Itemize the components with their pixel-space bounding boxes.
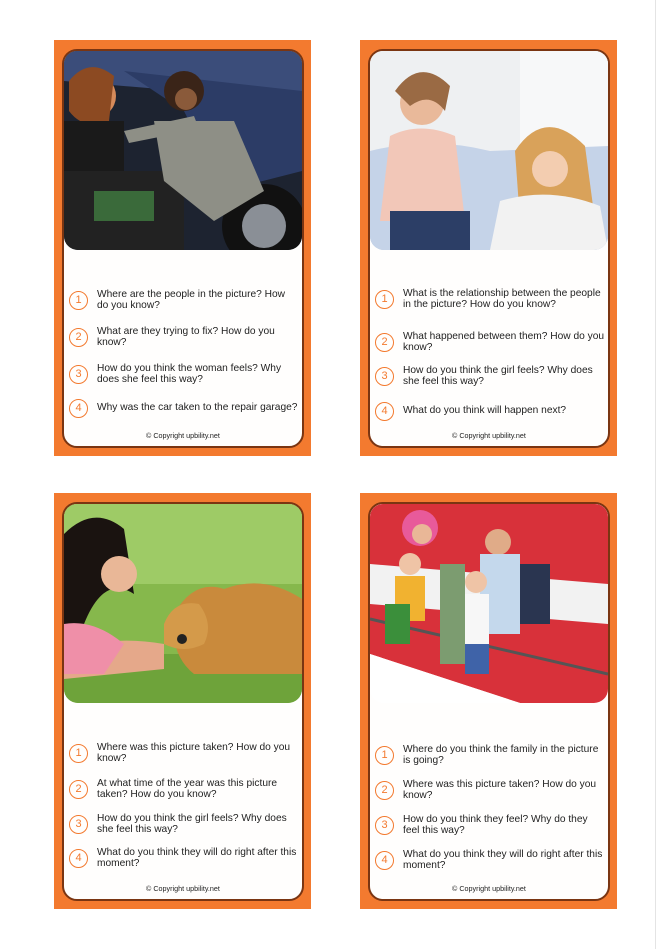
number-circle: 2 (375, 781, 394, 800)
question-1 (375, 745, 605, 766)
question-text: Where are the people in the picture? How do you know? (97, 289, 286, 311)
mother-and-sad-girl-on-couch-photo (370, 51, 608, 250)
family-boarding-airplane-photo (370, 504, 608, 703)
number-circle: 2 (375, 333, 394, 352)
card-inner-2 (368, 49, 610, 448)
copyright-text: © Copyright upbility.net (146, 431, 220, 440)
question-1 (375, 289, 605, 310)
question-text: What do you think they will do right after this moment? (403, 849, 603, 871)
number-circle: 4 (69, 849, 88, 868)
question-text: What do you think will happen next? (403, 405, 567, 417)
question-text: What happened between them? How do you know? (403, 331, 605, 353)
question-3 (375, 815, 605, 836)
number-circle: 3 (69, 815, 88, 834)
question-text: What are they trying to fix? How do you know? (97, 326, 275, 348)
number-circle: 1 (375, 746, 394, 765)
question-4 (69, 848, 299, 869)
question-text: Where was this picture taken? How do you know? (403, 779, 597, 801)
copyright-text: © Copyright upbility.net (452, 884, 526, 893)
number-circle: 1 (69, 291, 88, 310)
question-2 (69, 779, 299, 800)
copyright-text: © Copyright upbility.net (452, 431, 526, 440)
question-text: How do you think the girl feels? Why does she feel this way? (97, 813, 287, 835)
question-text: Where was this picture taken? How do you know? (97, 742, 291, 764)
card-inner-4 (368, 502, 610, 901)
number-circle: 2 (69, 328, 88, 347)
question-4 (375, 402, 605, 421)
question-text: Where do you think the family in the picture is going? (403, 744, 599, 766)
question-3 (69, 364, 299, 385)
number-circle: 3 (69, 365, 88, 384)
number-circle: 4 (375, 402, 394, 421)
number-circle: 2 (69, 780, 88, 799)
card-inner-3 (62, 502, 304, 901)
question-card-1 (54, 40, 311, 456)
question-text: At what time of the year was this picture taken? How do you know? (97, 778, 278, 800)
number-circle: 4 (375, 851, 394, 870)
question-text: How do you think the girl feels? Why does she feel this way? (403, 365, 593, 387)
question-3 (375, 366, 605, 387)
question-text: What is the relationship between the people in the picture? How do you know? (403, 288, 601, 310)
girl-and-dog-on-grass-photo (64, 504, 302, 703)
question-card-3 (54, 493, 311, 909)
question-2 (375, 780, 605, 801)
question-2 (69, 327, 299, 348)
number-circle: 1 (69, 744, 88, 763)
number-circle: 4 (69, 399, 88, 418)
copyright-text: © Copyright upbility.net (146, 884, 220, 893)
card-inner-1 (62, 49, 304, 448)
people-arguing-under-car-photo (64, 51, 302, 250)
number-circle: 3 (375, 816, 394, 835)
question-3 (69, 814, 299, 835)
question-text: How do you think the woman feels? Why does she feel this way? (97, 363, 282, 385)
question-card-4 (360, 493, 617, 909)
question-text: What do you think they will do right after this moment? (97, 847, 297, 869)
question-card-2 (360, 40, 617, 456)
number-circle: 1 (375, 290, 394, 309)
question-2 (375, 332, 605, 353)
question-text: Why was the car taken to the repair garage? (97, 402, 298, 414)
question-1 (69, 290, 299, 311)
question-4 (375, 850, 605, 871)
question-text: How do you think they feel? Why do they feel this way? (403, 814, 588, 836)
number-circle: 3 (375, 367, 394, 386)
question-1 (69, 743, 299, 764)
page-edge-line (655, 0, 656, 949)
question-4 (69, 399, 299, 418)
